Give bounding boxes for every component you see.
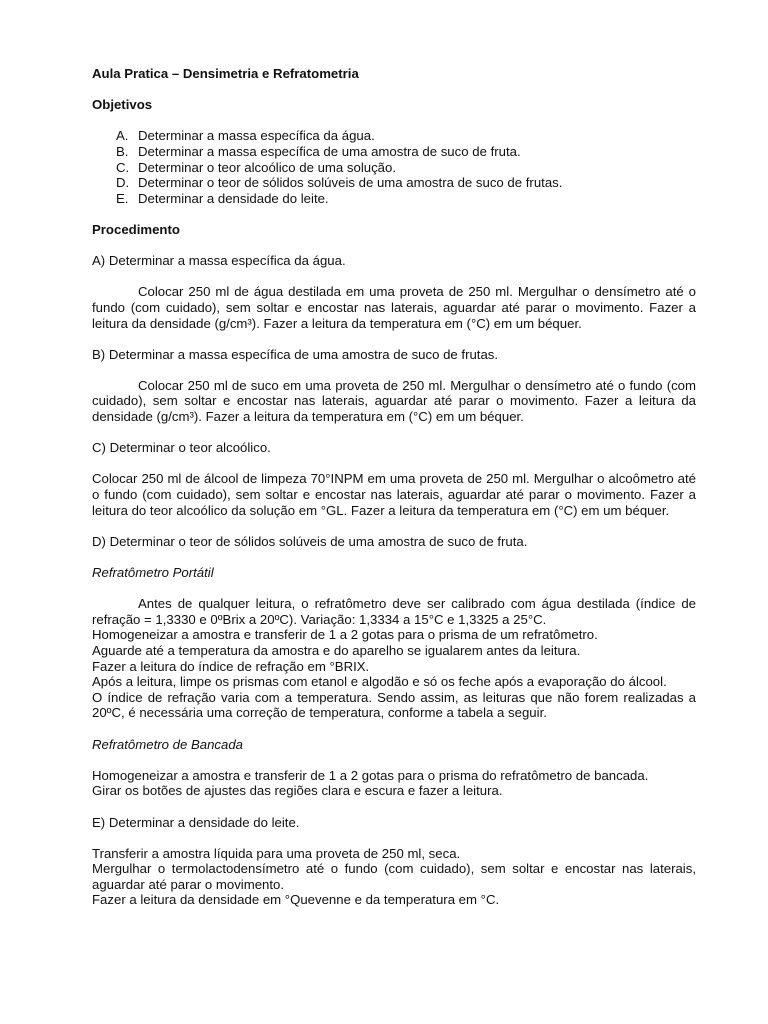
portable-paragraph: Fazer a leitura do índice de refração em °BRIX. <box>92 658 370 674</box>
objective-item <box>116 128 696 144</box>
section-d-heading: D) Determinar o teor de sólidos solúveis de uma amostra de suco de fruta. <box>92 533 528 549</box>
section-e-paragraph: Mergulhar o termolactodensímetro até o fundo (com cuidado), sem soltar e encostar nas laterais, aguardar até parar o movimento. <box>92 861 696 892</box>
bench-refractometer-heading: Refratômetro de Bancada <box>92 736 244 752</box>
objective-item <box>116 160 696 176</box>
objective-item <box>116 191 696 207</box>
section-b-text: Colocar 250 ml de suco em uma proveta de 250 ml. Mergulhar o densímetro até o fundo (com cuidado), sem soltar e encostar nas laterais, aguardar até parar o movimento. Fazer a leitura da densidade (g/cm³). Fazer a leitura da temperatura em (°C) em um béquer. <box>92 377 696 425</box>
objective-item <box>116 144 696 160</box>
procedure-heading: Procedimento <box>92 221 180 237</box>
portable-paragraph: Homogeneizar a amostra e transferir de 1 a 2 gotas para o prisma de um refratômetro. <box>92 627 598 643</box>
objective-text: Determinar a densidade do leite. <box>138 190 329 206</box>
objective-marker: C. <box>116 159 130 175</box>
portable-paragraph: Aguarde até a temperatura da amostra e do aparelho se igualarem antes da leitura. <box>92 642 581 658</box>
objectives-list <box>92 128 696 206</box>
objectives-heading: Objetivos <box>92 97 153 113</box>
objective-item <box>116 175 696 191</box>
bench-paragraph: Girar os botões de ajustes das regiões clara e escura e fazer a leitura. <box>92 783 503 799</box>
portable-paragraph: O índice de refração varia com a temperatura. Sendo assim, as leituras que não forem realizadas a 20ºC, é necessária uma correção de temperatura, conforme a tabela a seguir. <box>92 689 696 721</box>
section-e-paragraph: Transferir a amostra líquida para uma proveta de 250 ml, seca. <box>92 845 461 861</box>
objective-text: Determinar a massa específica de uma amostra de suco de fruta. <box>138 143 521 159</box>
objective-marker: B. <box>116 143 129 159</box>
bench-paragraph: Homogeneizar a amostra e transferir de 1 a 2 gotas para o prisma do refratômetro de bancada. <box>92 767 649 783</box>
section-c-heading: C) Determinar o teor alcoólico. <box>92 440 271 456</box>
portable-refractometer-heading: Refratômetro Portátil <box>92 565 214 580</box>
section-e-paragraph: Fazer a leitura da densidade em °Quevenne e da temperatura em °C. <box>92 892 500 908</box>
portable-paragraph: Após a leitura, limpe os prismas com etanol e algodão e só os feche após a evaporação do álcool. <box>92 674 667 690</box>
section-a-heading: A) Determinar a massa específica da água. <box>92 253 346 269</box>
objective-marker: A. <box>116 128 129 144</box>
section-c-text: Colocar 250 ml de álcool de limpeza 70°INPM em uma proveta de 250 ml. Mergulhar o alcoômetro até o fundo (com cuidado), sem soltar e encostar nas laterais, aguardar até parar o movimento. Fazer a leitura do teor alcoólico da solução em °GL. Fazer a leitura da temperatura em (°C) em um béquer. <box>92 471 696 518</box>
section-b-heading: B) Determinar a massa específica de uma amostra de suco de frutas. <box>92 346 499 362</box>
objective-marker: E. <box>116 190 129 206</box>
document-title: Aula Pratica – Densimetria e Refratometria <box>92 66 359 81</box>
objective-marker: D. <box>116 175 130 191</box>
section-a-text: Colocar 250 ml de água destilada em uma proveta de 250 ml. Mergulhar o densímetro até o fundo (com cuidado), sem soltar e encostar nas laterais, aguardar até parar o movimento. Fazer a leitura da densidade (g/cm³). Fazer a leitura da temperatura em (°C) em um béquer. <box>92 284 696 331</box>
section-e-heading: E) Determinar a densidade do leite. <box>92 814 300 830</box>
objective-text: Determinar a massa específica da água. <box>138 128 375 144</box>
objective-text: Determinar o teor de sólidos solúveis de uma amostra de suco de frutas. <box>138 175 563 191</box>
objective-text: Determinar o teor alcoólico de uma solução. <box>138 159 397 175</box>
portable-paragraph: Antes de qualquer leitura, o refratômetro deve ser calibrado com água destilada (índice de refração = 1,3330 e 0ºBrix a 20ºC). Variação: 1,3334 a 15°C e 1,3325 a 25°C. <box>92 596 696 627</box>
